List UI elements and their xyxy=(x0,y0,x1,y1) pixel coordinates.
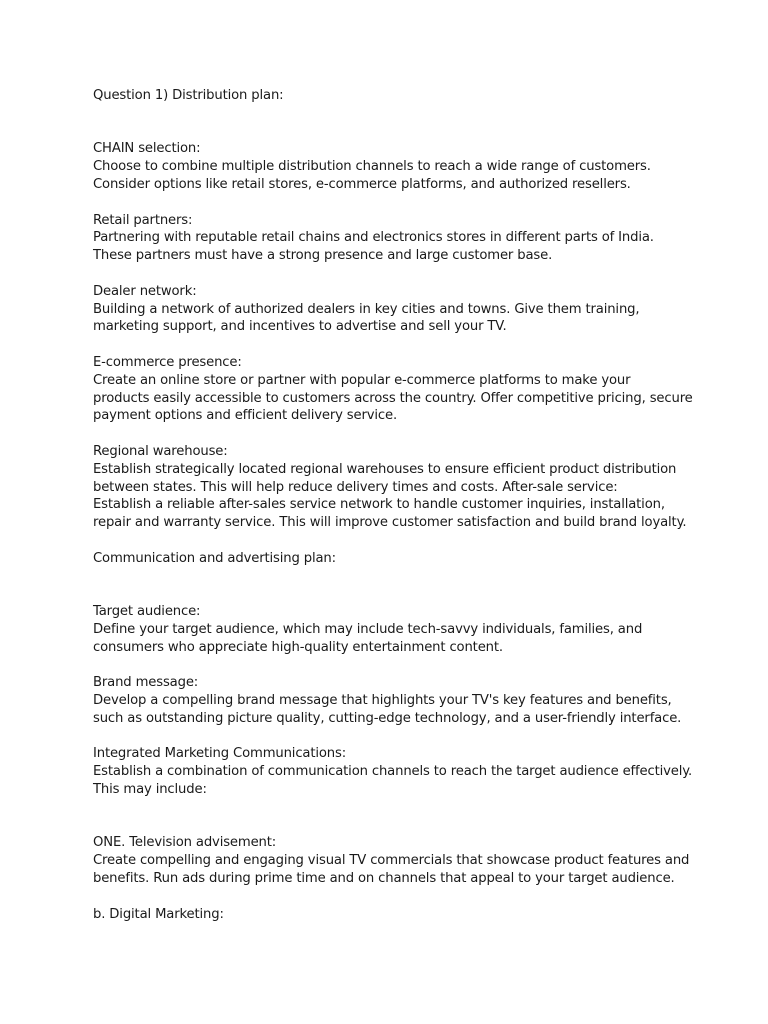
text-line: CHAIN selection: xyxy=(93,141,201,157)
text-line: Partnering with reputable retail chains and electronics stores in different parts of India. xyxy=(93,230,654,246)
text-line: Building a network of authorized dealers in key cities and towns. Give them training, xyxy=(93,301,640,317)
text-line: Establish a reliable after-sales service network to handle customer inquiries, installation, xyxy=(93,497,665,513)
blank-line xyxy=(93,799,713,817)
blank-line xyxy=(93,585,713,603)
text-line: Retail partners: xyxy=(93,212,193,228)
text-line: b. Digital Marketing: xyxy=(93,906,224,922)
text-line: Develop a compelling brand message that highlights your TV's key features and benefits, xyxy=(93,693,672,709)
blank-line xyxy=(93,532,713,550)
blank-line xyxy=(93,194,713,212)
text-line: ONE. Television advisement: xyxy=(93,835,277,851)
text-line: consumers who appreciate high-quality entertainment content. xyxy=(93,639,503,655)
text-line: Consider options like retail stores, e-commerce platforms, and authorized resellers. xyxy=(93,176,631,192)
text-line: Dealer network: xyxy=(93,283,197,299)
blank-line xyxy=(93,265,713,283)
text-line: Choose to combine multiple distribution channels to reach a wide range of customers. xyxy=(93,159,651,175)
text-line: marketing support, and incentives to advertise and sell your TV. xyxy=(93,319,507,335)
blank-line xyxy=(93,888,713,906)
text-line: Question 1) Distribution plan: xyxy=(93,88,284,103)
blank-line xyxy=(93,425,713,443)
text-line: repair and warranty service. This will improve customer satisfaction and build brand loyalty. xyxy=(93,515,687,531)
document-body xyxy=(93,87,713,923)
text-line: E-commerce presence: xyxy=(93,354,242,370)
blank-line xyxy=(93,568,713,586)
text-line: Establish strategically located regional warehouses to ensure efficient product distribution xyxy=(93,461,677,477)
blank-line xyxy=(93,728,713,746)
text-line: Define your target audience, which may include tech-savvy individuals, families, and xyxy=(93,621,643,637)
blank-line xyxy=(93,336,713,354)
blank-line xyxy=(93,817,713,835)
text-line: Regional warehouse: xyxy=(93,443,228,459)
text-line: Integrated Marketing Communications: xyxy=(93,746,347,762)
text-line: products easily accessible to customers across the country. Offer competitive pricing, secure xyxy=(93,390,693,406)
blank-line xyxy=(93,123,713,141)
text-line: Communication and advertising plan: xyxy=(93,550,336,566)
text-line: These partners must have a strong presence and large customer base. xyxy=(93,248,553,264)
blank-line xyxy=(93,657,713,675)
text-line: payment options and efficient delivery service. xyxy=(93,408,398,424)
text-line: Brand message: xyxy=(93,675,199,691)
text-line: such as outstanding picture quality, cutting-edge technology, and a user-friendly interface. xyxy=(93,710,682,726)
text-line: benefits. Run ads during prime time and on channels that appeal to your target audience. xyxy=(93,871,675,887)
text-line: This may include: xyxy=(93,782,207,798)
text-line: Create compelling and engaging visual TV commercials that showcase product features and xyxy=(93,853,690,869)
text-line: Create an online store or partner with popular e-commerce platforms to make your xyxy=(93,372,631,388)
text-line: between states. This will help reduce delivery times and costs. After-sale service: xyxy=(93,479,618,495)
text-line: Establish a combination of communication channels to reach the target audience effectively. xyxy=(93,764,693,780)
text-line: Target audience: xyxy=(93,604,201,620)
blank-line xyxy=(93,105,713,123)
